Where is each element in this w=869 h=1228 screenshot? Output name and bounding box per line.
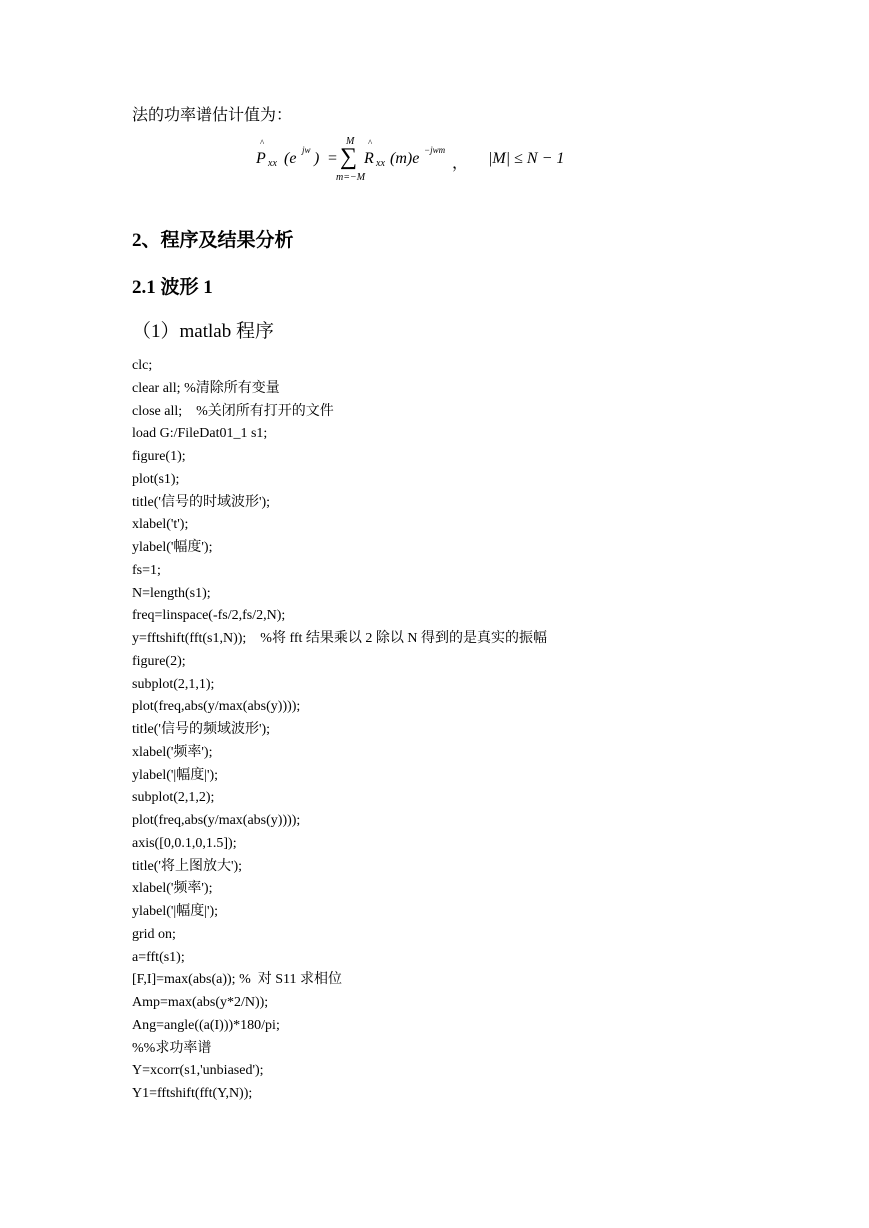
code-line: clear all; %清除所有变量: [132, 380, 280, 396]
intro-text: 法的功率谱估计值为：: [132, 107, 293, 124]
code-line: subplot(2,1,2);: [132, 790, 215, 806]
code-line: grid on;: [132, 926, 176, 942]
code-line: ylabel('幅度');: [132, 540, 213, 555]
p-symbol: P: [256, 150, 266, 167]
p-argument-open: (e: [284, 150, 297, 167]
code-line: freq=linspace(-fs/2,fs/2,N);: [132, 608, 286, 624]
code-line: clc;: [132, 358, 153, 373]
p-subscript: xx: [268, 158, 277, 169]
code-line: N=length(s1);: [132, 585, 211, 601]
code-line: plot(freq,abs(y/max(abs(y))));: [132, 813, 301, 828]
code-line: load G:/FileDat01_1 s1;: [132, 426, 268, 442]
subsection-heading: 2.1 波形 1: [132, 277, 213, 298]
code-line: title('信号的时域波形');: [132, 494, 271, 510]
code-line: Y=xcorr(s1,'unbiased');: [132, 1063, 264, 1079]
code-line: subplot(2,1,1);: [132, 676, 215, 692]
p-exponent: jw: [302, 145, 311, 155]
formula-comma: ，: [452, 155, 469, 172]
sigma-symbol: ∑: [340, 144, 358, 170]
sum-upper-limit: M: [346, 136, 355, 147]
code-line: Ang=angle((a(I)))*180/pi;: [132, 1017, 280, 1033]
code-line: ylabel('|幅度|');: [132, 904, 219, 919]
code-line: figure(1);: [132, 449, 186, 464]
code-line: [F,I]=max(abs(a)); % 对 S11 求相位: [132, 972, 342, 988]
code-line: close all; %关闭所有打开的文件: [132, 403, 334, 419]
code-line: a=fft(s1);: [132, 949, 185, 965]
formula-condition: |M| ≤ N − 1: [488, 150, 565, 167]
code-line: y=fftshift(fft(s1,N)); %将 fft 结果乘以 2 除以 N 得到的是真实的振幅: [132, 631, 548, 646]
code-line: %%求功率谱: [132, 1040, 212, 1056]
code-line: plot(s1);: [132, 471, 180, 487]
code-line: plot(freq,abs(y/max(abs(y))));: [132, 699, 301, 715]
matlab-code-block: [132, 355, 547, 1106]
section-heading: 2、程序及结果分析: [132, 230, 294, 251]
code-line: ylabel('|幅度|');: [132, 767, 219, 783]
r-symbol: R: [364, 150, 374, 167]
code-line: title('将上图放大');: [132, 858, 243, 874]
subsubsection-heading: （1）matlab 程序: [132, 321, 274, 342]
code-line: xlabel('频率');: [132, 744, 213, 760]
p-hat-mark: ^: [260, 138, 265, 148]
sum-lower-limit: m=−M: [336, 172, 366, 183]
code-line: title('信号的频域波形');: [132, 722, 271, 737]
code-line: xlabel('t');: [132, 517, 189, 533]
r-hat-mark: ^: [368, 138, 373, 148]
r-exponent: −jwm: [424, 145, 446, 155]
p-argument-close: ): [314, 150, 320, 167]
code-line: Amp=max(abs(y*2/N));: [132, 995, 269, 1010]
code-line: figure(2);: [132, 653, 186, 669]
r-argument: (m)e: [390, 150, 420, 167]
code-line: xlabel('频率');: [132, 881, 213, 897]
code-line: axis([0,0.1,0,1.5]);: [132, 835, 237, 851]
equals-sign: =: [328, 150, 338, 167]
power-spectrum-formula: [252, 136, 592, 188]
r-subscript: xx: [376, 158, 385, 169]
code-line: Y1=fftshift(fft(Y,N));: [132, 1086, 253, 1101]
code-line: fs=1;: [132, 562, 161, 578]
